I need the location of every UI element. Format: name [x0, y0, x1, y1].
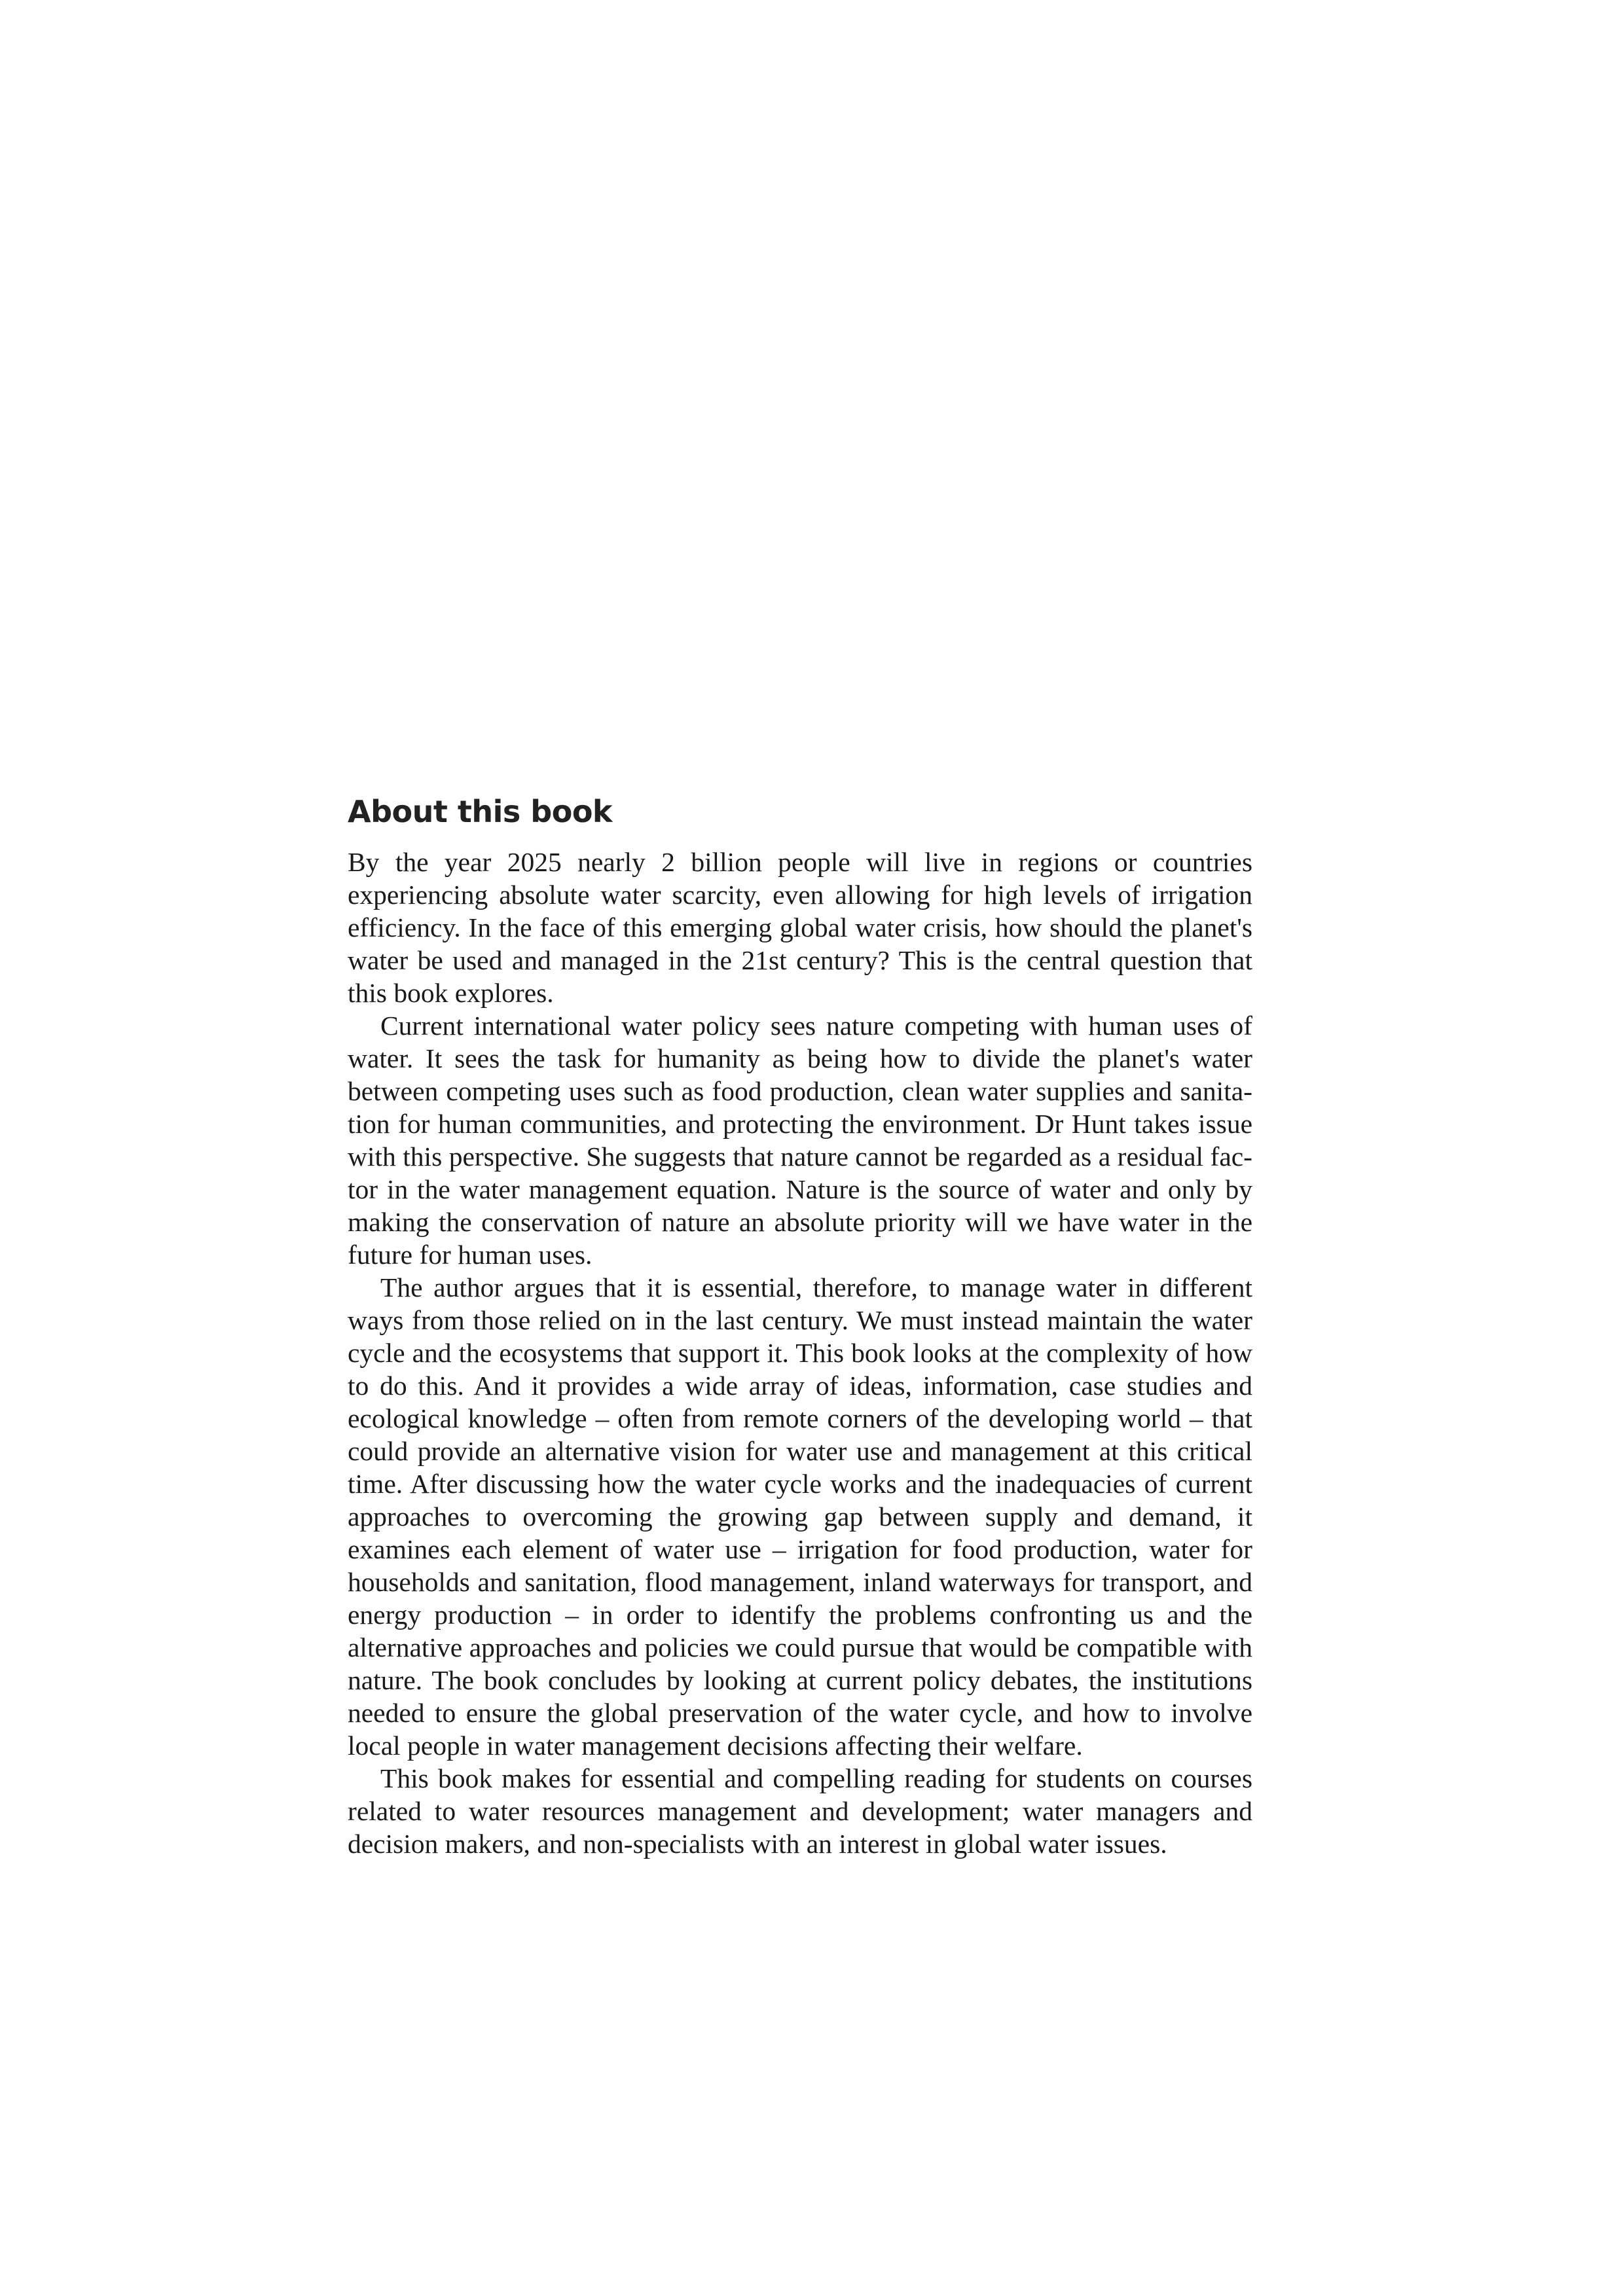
paragraph-2: Current international water policy sees nature competing with human uses of water. It sees the task for humanity as being how to divide the planet's water between competing uses such as food production, clean water supplies and sanitation for human communities, and protecting the environment. Dr Hunt takes issue with this perspective. She suggests that nature cannot be regarded as a residual factor in the water management equation. Nature is the source of water and only by making the conservation of nature an absolute priority will we have water in the future for human uses. [348, 1011, 1252, 1270]
paragraph-1: By the year 2025 nearly 2 billion people will live in regions or countries experiencing absolute water scarcity, even allowing for high levels of irrigation efficiency. In the face of this emerging global water crisis, how should the planet's water be used and managed in the 21st century? This is the central question that this book explores. [348, 847, 1252, 1008]
about-section [348, 791, 1252, 1860]
section-title: About this book [348, 794, 613, 829]
paragraph-3: The author argues that it is essential, therefore, to manage water in different ways from those relied on in the last century. We must instead maintain the water cycle and the ecosystems that support it. This book looks at the complexity of how to do this. And it provides a wide array of ideas, information, case studies and ecological knowledge – often from remote corners of the developing world – that could provide an alternative vision for water use and management at this critical time. After discussing how the water cycle works and the inadequacies of current approaches to overcoming the growing gap between supply and demand, it examines each element of water use – irrigation for food production, water for households and sanitation, flood management, inland waterways for transport, and energy production – in order to identify the problems confronting us and the alternative approaches and policies we could pursue that would be compatible with nature. The book concludes by looking at current policy debates, the institutions needed to ensure the global preservation of the water cycle, and how to involve local people in water management decisions affecting their welfare. [348, 1272, 1252, 1761]
paragraph-4: This book makes for essential and compelling reading for students on courses related to water resources management and development; water managers and decision makers, and non-specialists with an interest in global water issues. [348, 1763, 1252, 1859]
section-body [348, 846, 1252, 1860]
